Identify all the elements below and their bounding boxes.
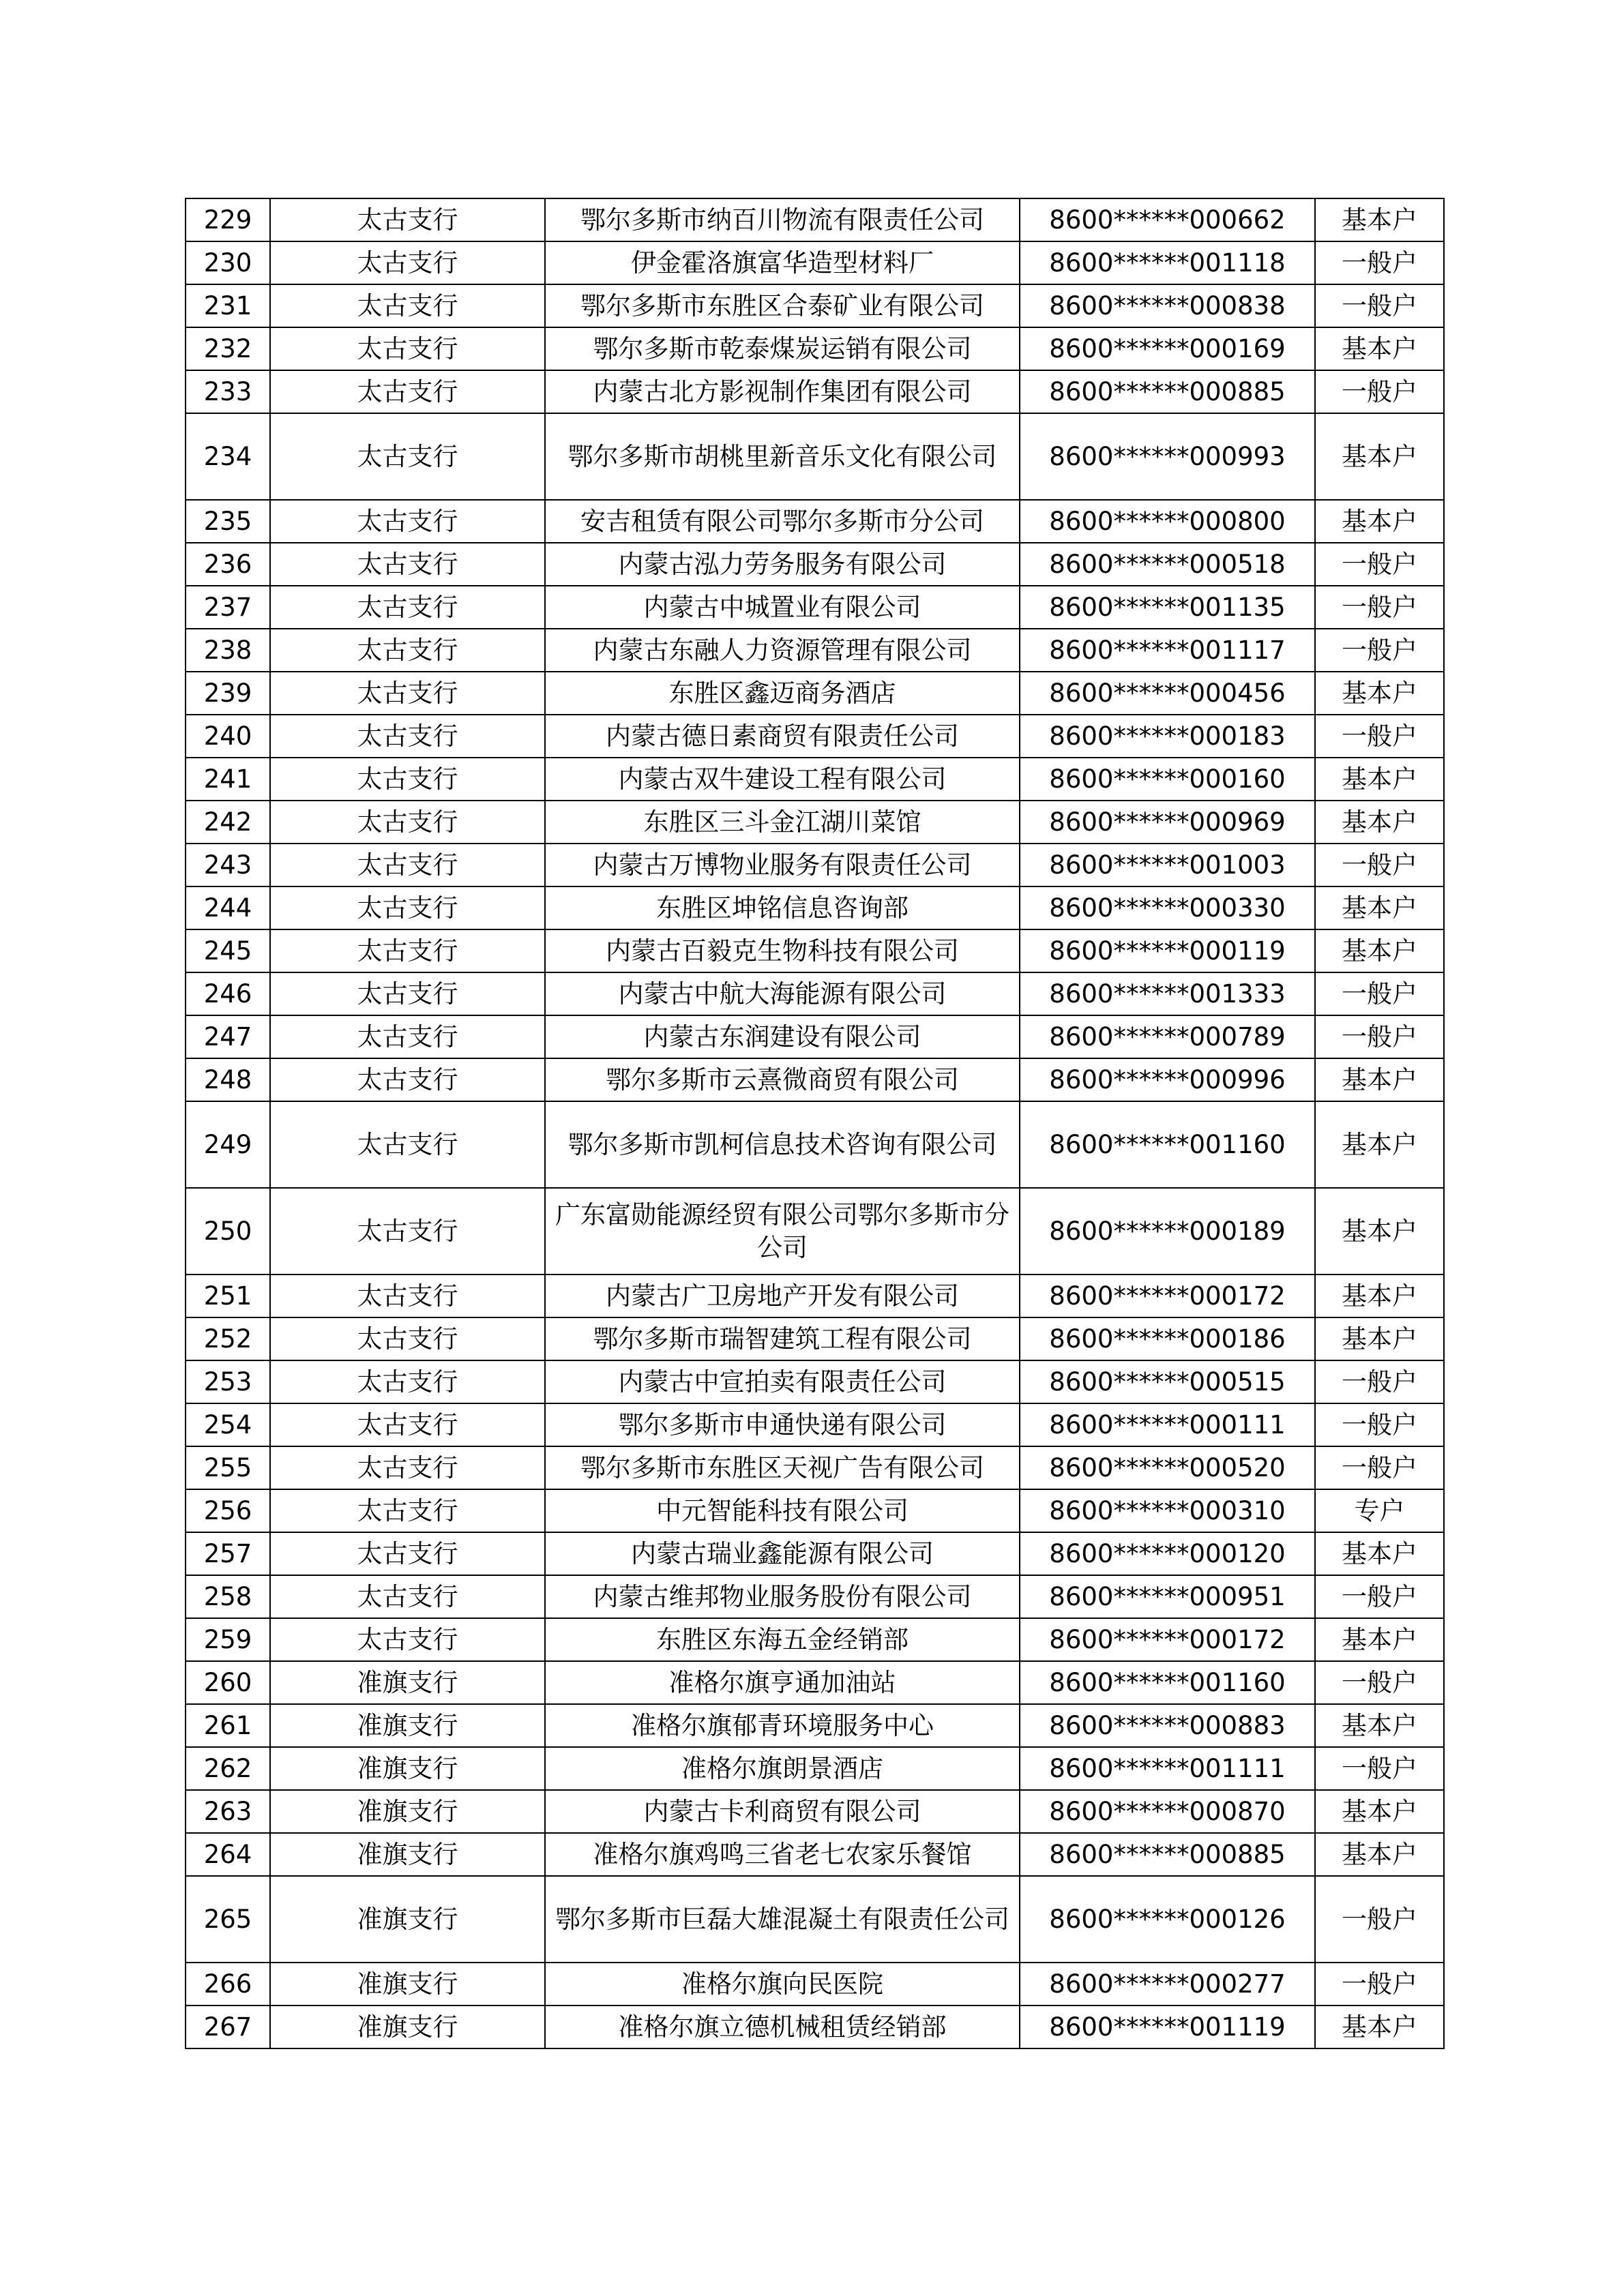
- table-row: [186, 198, 1444, 241]
- row-number-cell: 264: [186, 1833, 270, 1876]
- account-type-cell: 一般户: [1315, 1876, 1444, 1963]
- company-name-cell: 内蒙古百毅克生物科技有限公司: [545, 929, 1020, 972]
- company-name-cell: 准格尔旗亨通加油站: [545, 1661, 1020, 1704]
- account-number-cell: 8600******001135: [1020, 586, 1315, 629]
- branch-cell: 准旗支行: [270, 1661, 545, 1704]
- account-number-cell: 8600******000520: [1020, 1446, 1315, 1489]
- account-number-cell: 8600******000800: [1020, 500, 1315, 543]
- company-name-cell: 内蒙古德日素商贸有限责任公司: [545, 715, 1020, 758]
- account-number-cell: 8600******000969: [1020, 801, 1315, 844]
- company-name-cell: 内蒙古维邦物业服务股份有限公司: [545, 1575, 1020, 1618]
- table-row: [186, 370, 1444, 413]
- table-row: [186, 1317, 1444, 1360]
- company-name-cell: 内蒙古广卫房地产开发有限公司: [545, 1274, 1020, 1317]
- branch-cell: 准旗支行: [270, 1747, 545, 1790]
- account-number-cell: 8600******000189: [1020, 1188, 1315, 1274]
- row-number-cell: 262: [186, 1747, 270, 1790]
- company-name-cell: 鄂尔多斯市巨磊大雄混凝土有限责任公司: [545, 1876, 1020, 1963]
- account-number-cell: 8600******000119: [1020, 929, 1315, 972]
- account-number-cell: 8600******000310: [1020, 1489, 1315, 1532]
- company-name-cell: 准格尔旗郁青环境服务中心: [545, 1704, 1020, 1747]
- branch-cell: 太古支行: [270, 1532, 545, 1575]
- account-number-cell: 8600******000996: [1020, 1058, 1315, 1101]
- branch-cell: 太古支行: [270, 586, 545, 629]
- row-number-cell: 239: [186, 672, 270, 715]
- row-number-cell: 232: [186, 327, 270, 370]
- account-number-cell: 8600******000172: [1020, 1618, 1315, 1661]
- table-row: [186, 1618, 1444, 1661]
- branch-cell: 太古支行: [270, 886, 545, 929]
- account-type-cell: 一般户: [1315, 629, 1444, 672]
- account-type-cell: 一般户: [1315, 284, 1444, 327]
- branch-cell: 准旗支行: [270, 2006, 545, 2048]
- account-type-cell: 基本户: [1315, 929, 1444, 972]
- company-name-cell: 内蒙古东融人力资源管理有限公司: [545, 629, 1020, 672]
- row-number-cell: 252: [186, 1317, 270, 1360]
- company-name-cell: 内蒙古中航大海能源有限公司: [545, 972, 1020, 1015]
- account-type-cell: 基本户: [1315, 1188, 1444, 1274]
- account-number-cell: 8600******000951: [1020, 1575, 1315, 1618]
- row-number-cell: 256: [186, 1489, 270, 1532]
- branch-cell: 准旗支行: [270, 1704, 545, 1747]
- row-number-cell: 233: [186, 370, 270, 413]
- branch-cell: 准旗支行: [270, 1963, 545, 2006]
- branch-cell: 太古支行: [270, 1101, 545, 1188]
- account-number-cell: 8600******001003: [1020, 844, 1315, 886]
- row-number-cell: 257: [186, 1532, 270, 1575]
- branch-cell: 太古支行: [270, 1618, 545, 1661]
- company-name-cell: 安吉租赁有限公司鄂尔多斯市分公司: [545, 500, 1020, 543]
- account-type-cell: 基本户: [1315, 1274, 1444, 1317]
- company-name-cell: 东胜区东海五金经销部: [545, 1618, 1020, 1661]
- row-number-cell: 243: [186, 844, 270, 886]
- account-number-cell: 8600******000838: [1020, 284, 1315, 327]
- account-number-cell: 8600******000662: [1020, 198, 1315, 241]
- company-name-cell: 广东富勋能源经贸有限公司鄂尔多斯市分公司: [545, 1188, 1020, 1274]
- table-row: [186, 886, 1444, 929]
- branch-cell: 太古支行: [270, 1317, 545, 1360]
- table-row: [186, 327, 1444, 370]
- branch-cell: 准旗支行: [270, 1833, 545, 1876]
- row-number-cell: 231: [186, 284, 270, 327]
- table-row: [186, 1704, 1444, 1747]
- branch-cell: 太古支行: [270, 1575, 545, 1618]
- table-row: [186, 1360, 1444, 1403]
- account-number-cell: 8600******001160: [1020, 1101, 1315, 1188]
- company-name-cell: 鄂尔多斯市申通快递有限公司: [545, 1403, 1020, 1446]
- account-type-cell: 一般户: [1315, 1360, 1444, 1403]
- account-type-cell: 一般户: [1315, 844, 1444, 886]
- branch-cell: 准旗支行: [270, 1790, 545, 1833]
- account-type-cell: 一般户: [1315, 715, 1444, 758]
- account-type-cell: 一般户: [1315, 1747, 1444, 1790]
- branch-cell: 太古支行: [270, 1274, 545, 1317]
- account-number-cell: 8600******000456: [1020, 672, 1315, 715]
- account-number-cell: 8600******000186: [1020, 1317, 1315, 1360]
- table-row: [186, 1532, 1444, 1575]
- table-row: [186, 413, 1444, 500]
- company-name-cell: 内蒙古万博物业服务有限责任公司: [545, 844, 1020, 886]
- table-row: [186, 929, 1444, 972]
- branch-cell: 太古支行: [270, 1015, 545, 1058]
- account-type-cell: 基本户: [1315, 1058, 1444, 1101]
- table-row: [186, 972, 1444, 1015]
- branch-cell: 太古支行: [270, 972, 545, 1015]
- company-name-cell: 鄂尔多斯市纳百川物流有限责任公司: [545, 198, 1020, 241]
- branch-cell: 太古支行: [270, 413, 545, 500]
- company-name-cell: 中元智能科技有限公司: [545, 1489, 1020, 1532]
- account-type-cell: 基本户: [1315, 1790, 1444, 1833]
- company-name-cell: 准格尔旗朗景酒店: [545, 1747, 1020, 1790]
- company-name-cell: 内蒙古中城置业有限公司: [545, 586, 1020, 629]
- branch-cell: 太古支行: [270, 1360, 545, 1403]
- account-number-cell: 8600******001119: [1020, 2006, 1315, 2048]
- row-number-cell: 229: [186, 198, 270, 241]
- branch-cell: 准旗支行: [270, 1876, 545, 1963]
- branch-cell: 太古支行: [270, 1446, 545, 1489]
- account-type-cell: 基本户: [1315, 198, 1444, 241]
- account-type-cell: 专户: [1315, 1489, 1444, 1532]
- company-name-cell: 内蒙古泓力劳务服务有限公司: [545, 543, 1020, 586]
- account-type-cell: 基本户: [1315, 1532, 1444, 1575]
- table-row: [186, 1963, 1444, 2006]
- company-name-cell: 东胜区三斗金江湖川菜馆: [545, 801, 1020, 844]
- account-type-cell: 基本户: [1315, 1101, 1444, 1188]
- branch-cell: 太古支行: [270, 370, 545, 413]
- row-number-cell: 245: [186, 929, 270, 972]
- account-number-cell: 8600******000883: [1020, 1704, 1315, 1747]
- account-type-cell: 基本户: [1315, 1618, 1444, 1661]
- company-name-cell: 鄂尔多斯市瑞智建筑工程有限公司: [545, 1317, 1020, 1360]
- row-number-cell: 254: [186, 1403, 270, 1446]
- row-number-cell: 251: [186, 1274, 270, 1317]
- account-number-cell: 8600******001117: [1020, 629, 1315, 672]
- company-name-cell: 内蒙古中宣拍卖有限责任公司: [545, 1360, 1020, 1403]
- account-number-cell: 8600******000518: [1020, 543, 1315, 586]
- table-row: [186, 284, 1444, 327]
- account-type-cell: 一般户: [1315, 543, 1444, 586]
- table-row: [186, 2006, 1444, 2048]
- account-number-cell: 8600******000885: [1020, 1833, 1315, 1876]
- account-number-cell: 8600******000993: [1020, 413, 1315, 500]
- row-number-cell: 253: [186, 1360, 270, 1403]
- row-number-cell: 246: [186, 972, 270, 1015]
- table-row: [186, 1058, 1444, 1101]
- table-row: [186, 1015, 1444, 1058]
- table-row: [186, 586, 1444, 629]
- table-row: [186, 1403, 1444, 1446]
- account-type-cell: 基本户: [1315, 1317, 1444, 1360]
- account-number-cell: 8600******001118: [1020, 241, 1315, 284]
- table-row: [186, 844, 1444, 886]
- branch-cell: 太古支行: [270, 1403, 545, 1446]
- account-number-cell: 8600******000515: [1020, 1360, 1315, 1403]
- table-row: [186, 241, 1444, 284]
- company-name-cell: 准格尔旗向民医院: [545, 1963, 1020, 2006]
- row-number-cell: 261: [186, 1704, 270, 1747]
- table-row: [186, 672, 1444, 715]
- company-name-cell: 内蒙古卡利商贸有限公司: [545, 1790, 1020, 1833]
- account-type-cell: 基本户: [1315, 2006, 1444, 2048]
- account-number-cell: 8600******000885: [1020, 370, 1315, 413]
- company-name-cell: 鄂尔多斯市乾泰煤炭运销有限公司: [545, 327, 1020, 370]
- company-name-cell: 东胜区坤铭信息咨询部: [545, 886, 1020, 929]
- account-type-cell: 一般户: [1315, 1446, 1444, 1489]
- branch-cell: 太古支行: [270, 844, 545, 886]
- branch-cell: 太古支行: [270, 1188, 545, 1274]
- table-row: [186, 500, 1444, 543]
- branch-cell: 太古支行: [270, 543, 545, 586]
- row-number-cell: 255: [186, 1446, 270, 1489]
- row-number-cell: 258: [186, 1575, 270, 1618]
- account-number-cell: 8600******000160: [1020, 758, 1315, 801]
- branch-cell: 太古支行: [270, 1489, 545, 1532]
- account-type-cell: 基本户: [1315, 672, 1444, 715]
- branch-cell: 太古支行: [270, 929, 545, 972]
- account-table: [185, 198, 1445, 2049]
- account-number-cell: 8600******000111: [1020, 1403, 1315, 1446]
- branch-cell: 太古支行: [270, 672, 545, 715]
- row-number-cell: 238: [186, 629, 270, 672]
- table-row: [186, 1747, 1444, 1790]
- table-row: [186, 801, 1444, 844]
- table-row: [186, 543, 1444, 586]
- row-number-cell: 263: [186, 1790, 270, 1833]
- account-number-cell: 8600******000183: [1020, 715, 1315, 758]
- table-row: [186, 629, 1444, 672]
- company-name-cell: 鄂尔多斯市东胜区合泰矿业有限公司: [545, 284, 1020, 327]
- branch-cell: 太古支行: [270, 629, 545, 672]
- account-type-cell: 一般户: [1315, 1661, 1444, 1704]
- account-number-cell: 8600******001160: [1020, 1661, 1315, 1704]
- company-name-cell: 内蒙古东润建设有限公司: [545, 1015, 1020, 1058]
- row-number-cell: 250: [186, 1188, 270, 1274]
- row-number-cell: 234: [186, 413, 270, 500]
- company-name-cell: 鄂尔多斯市东胜区天视广告有限公司: [545, 1446, 1020, 1489]
- account-type-cell: 一般户: [1315, 370, 1444, 413]
- company-name-cell: 鄂尔多斯市云熹微商贸有限公司: [545, 1058, 1020, 1101]
- account-number-cell: 8600******000870: [1020, 1790, 1315, 1833]
- company-name-cell: 鄂尔多斯市胡桃里新音乐文化有限公司: [545, 413, 1020, 500]
- account-table-body: [186, 198, 1444, 2048]
- account-number-cell: 8600******001333: [1020, 972, 1315, 1015]
- table-row: [186, 1661, 1444, 1704]
- table-row: [186, 715, 1444, 758]
- company-name-cell: 内蒙古北方影视制作集团有限公司: [545, 370, 1020, 413]
- table-row: [186, 1489, 1444, 1532]
- table-row: [186, 1876, 1444, 1963]
- row-number-cell: 249: [186, 1101, 270, 1188]
- account-number-cell: 8600******000789: [1020, 1015, 1315, 1058]
- row-number-cell: 248: [186, 1058, 270, 1101]
- table-row: [186, 1101, 1444, 1188]
- branch-cell: 太古支行: [270, 500, 545, 543]
- company-name-cell: 内蒙古双牛建设工程有限公司: [545, 758, 1020, 801]
- table-row: [186, 1790, 1444, 1833]
- row-number-cell: 236: [186, 543, 270, 586]
- table-row: [186, 1833, 1444, 1876]
- row-number-cell: 267: [186, 2006, 270, 2048]
- company-name-cell: 伊金霍洛旗富华造型材料厂: [545, 241, 1020, 284]
- account-type-cell: 基本户: [1315, 801, 1444, 844]
- row-number-cell: 259: [186, 1618, 270, 1661]
- table-row: [186, 1274, 1444, 1317]
- account-number-cell: 8600******000169: [1020, 327, 1315, 370]
- account-number-cell: 8600******000277: [1020, 1963, 1315, 2006]
- table-row: [186, 1575, 1444, 1618]
- row-number-cell: 260: [186, 1661, 270, 1704]
- branch-cell: 太古支行: [270, 801, 545, 844]
- account-type-cell: 基本户: [1315, 327, 1444, 370]
- account-type-cell: 一般户: [1315, 241, 1444, 284]
- account-type-cell: 基本户: [1315, 1704, 1444, 1747]
- branch-cell: 太古支行: [270, 241, 545, 284]
- row-number-cell: 265: [186, 1876, 270, 1963]
- account-number-cell: 8600******000120: [1020, 1532, 1315, 1575]
- branch-cell: 太古支行: [270, 715, 545, 758]
- row-number-cell: 247: [186, 1015, 270, 1058]
- account-type-cell: 基本户: [1315, 500, 1444, 543]
- row-number-cell: 240: [186, 715, 270, 758]
- branch-cell: 太古支行: [270, 198, 545, 241]
- account-type-cell: 一般户: [1315, 1403, 1444, 1446]
- account-number-cell: 8600******001111: [1020, 1747, 1315, 1790]
- row-number-cell: 241: [186, 758, 270, 801]
- account-type-cell: 一般户: [1315, 1015, 1444, 1058]
- row-number-cell: 237: [186, 586, 270, 629]
- account-type-cell: 一般户: [1315, 972, 1444, 1015]
- account-number-cell: 8600******000172: [1020, 1274, 1315, 1317]
- branch-cell: 太古支行: [270, 284, 545, 327]
- account-number-cell: 8600******000330: [1020, 886, 1315, 929]
- company-name-cell: 内蒙古瑞业鑫能源有限公司: [545, 1532, 1020, 1575]
- branch-cell: 太古支行: [270, 758, 545, 801]
- table-row: [186, 758, 1444, 801]
- company-name-cell: 东胜区鑫迈商务酒店: [545, 672, 1020, 715]
- account-type-cell: 基本户: [1315, 886, 1444, 929]
- account-type-cell: 基本户: [1315, 413, 1444, 500]
- branch-cell: 太古支行: [270, 1058, 545, 1101]
- account-type-cell: 一般户: [1315, 1575, 1444, 1618]
- account-type-cell: 基本户: [1315, 1833, 1444, 1876]
- account-number-cell: 8600******000126: [1020, 1876, 1315, 1963]
- row-number-cell: 235: [186, 500, 270, 543]
- row-number-cell: 266: [186, 1963, 270, 2006]
- table-row: [186, 1446, 1444, 1489]
- company-name-cell: 鄂尔多斯市凯柯信息技术咨询有限公司: [545, 1101, 1020, 1188]
- branch-cell: 太古支行: [270, 327, 545, 370]
- company-name-cell: 准格尔旗鸡鸣三省老七农家乐餐馆: [545, 1833, 1020, 1876]
- account-type-cell: 基本户: [1315, 758, 1444, 801]
- account-type-cell: 一般户: [1315, 1963, 1444, 2006]
- account-type-cell: 一般户: [1315, 586, 1444, 629]
- company-name-cell: 准格尔旗立德机械租赁经销部: [545, 2006, 1020, 2048]
- row-number-cell: 244: [186, 886, 270, 929]
- row-number-cell: 230: [186, 241, 270, 284]
- row-number-cell: 242: [186, 801, 270, 844]
- table-row: [186, 1188, 1444, 1274]
